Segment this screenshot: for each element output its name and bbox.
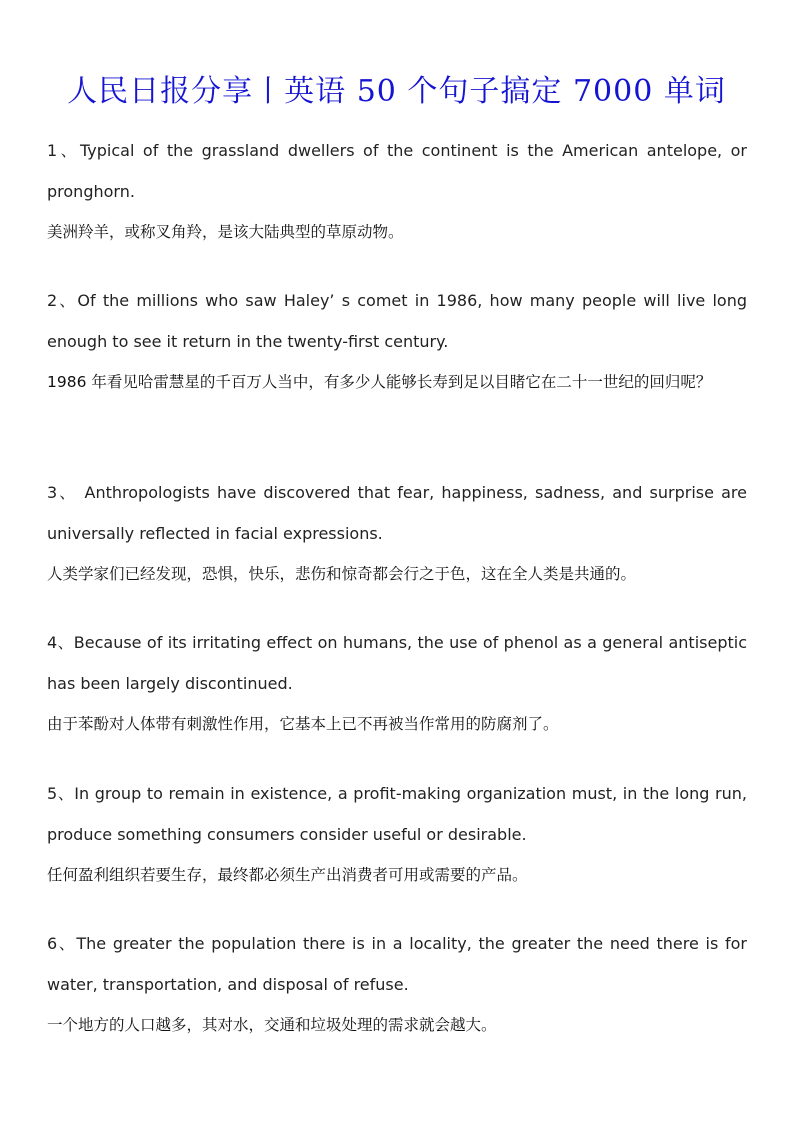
chinese-translation: 人类学家们已经发现，恐惧，快乐，悲伤和惊奇都会行之于色，这在全人类是共通的。 [47,565,637,583]
english-sentence: 3、 Anthropologists have discovered that fear, happiness, sadness, and surprise are universally reflected in facial expressions. [47,483,747,543]
english-sentence: 6、The greater the population there is in a locality, the greater the need there is for water, transportation, and disposal of refuse. [47,934,747,994]
sentence-item-5 [47,773,747,896]
chinese-translation: 任何盈利组织若要生存，最终都必须生产出消费者可用或需要的产品。 [47,866,528,884]
chinese-translation: 1986 年看见哈雷慧星的千百万人当中，有多少人能够长寿到足以目睹它在二十一世纪的回归呢？ [47,373,712,391]
sentence-item-3 [47,472,747,595]
english-sentence: 1、Typical of the grassland dwellers of the continent is the American antelope, or pronghorn. [47,141,748,201]
sentence-item-2 [47,280,747,403]
english-sentence: 4、Because of its irritating effect on humans, the use of phenol as a general antiseptic has been largely discontinued. [47,633,747,693]
page-title: 人民日报分享丨英语 50 个句子搞定 7000 单词 [67,74,726,110]
sentence-item-1 [47,130,747,253]
english-sentence: 2、Of the millions who saw Haley’ s comet in 1986, how many people will live long enough to see it return in the twenty-first century. [47,291,747,351]
sentence-item-6 [47,923,747,1046]
chinese-translation: 由于苯酚对人体带有刺激性作用，它基本上已不再被当作常用的防腐剂了。 [47,715,559,733]
chinese-translation: 美洲羚羊，或称叉角羚，是该大陆典型的草原动物。 [47,223,404,241]
chinese-translation: 一个地方的人口越多，其对水，交通和垃圾处理的需求就会越大。 [47,1016,497,1034]
english-sentence: 5、In group to remain in existence, a profit-making organization must, in the long run, produce something consumers consider useful or desirable. [47,784,747,844]
sentence-item-4 [47,622,747,745]
